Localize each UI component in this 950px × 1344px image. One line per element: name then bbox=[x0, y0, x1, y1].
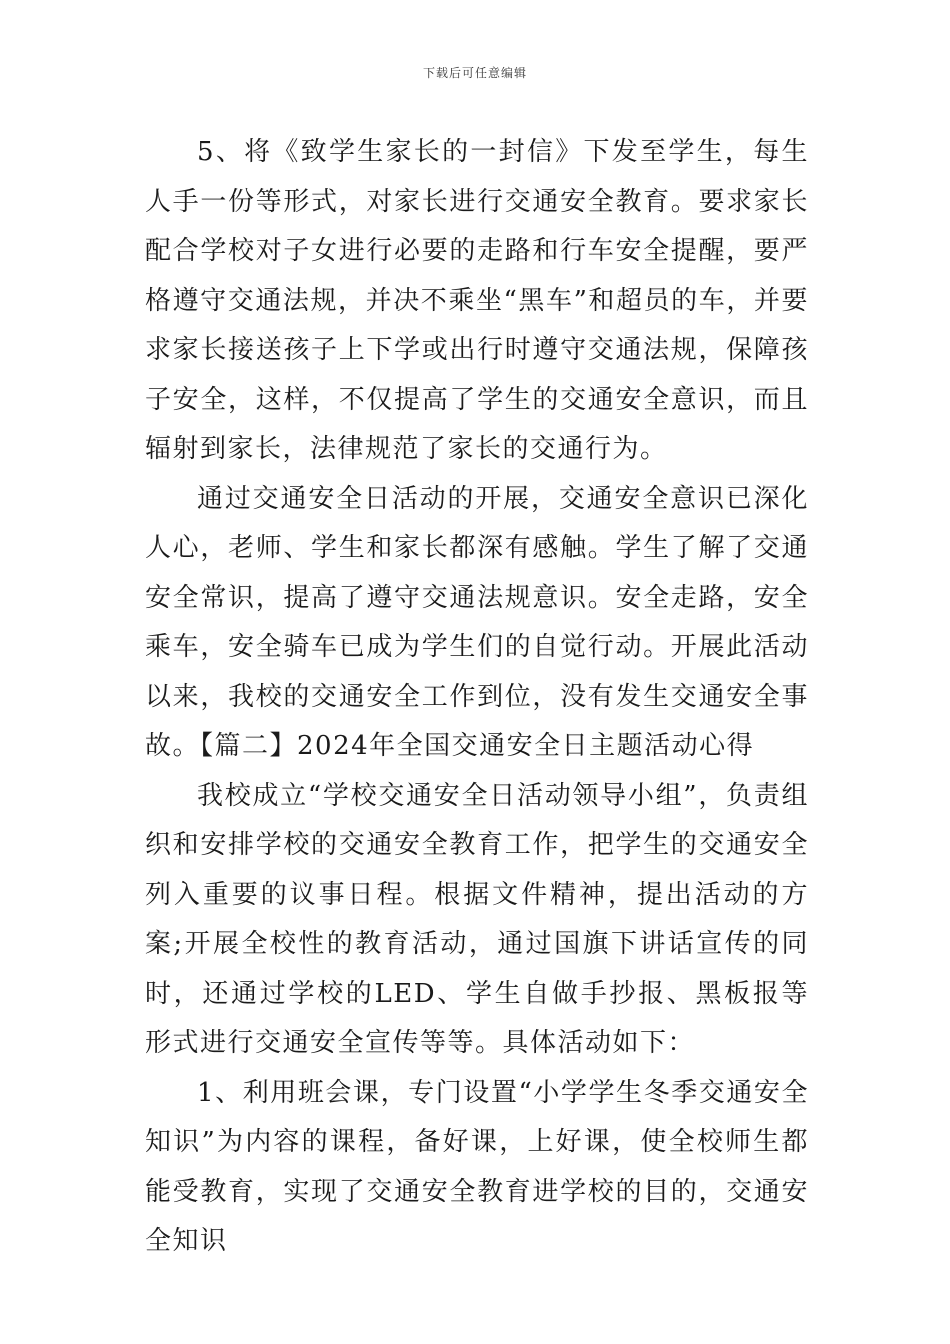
paragraph-class-meeting: 1、利用班会课，专门设置“小学学生冬季交通安全知识”为内容的课程，备好课，上好课，使全校师生都能受教育，实现了交通安全教育进学校的目的，交通安全知识 bbox=[145, 1077, 809, 1256]
paragraph-leadership-group: 我校成立“学校交通安全日活动领导小组”，负责组织和安排学校的交通安全教育工作，把学生的交通安全列入重要的议事日程。根据文件精神，提出活动的方案;开展全校性的教育活动，通过国旗下讲话宣传的同时，还通过学校的LED、学生自做手抄报、黑板报等形式进行交通安全宣传等等。具体活动如下： bbox=[145, 780, 809, 1058]
paragraph-parent-letter: 5、将《致学生家长的一封信》下发至学生，每生人手一份等形式，对家长进行交通安全教育。要求家长配合学校对子女进行必要的走路和行车安全提醒，要严格遵守交通法规，并决不乘坐“黑车”和超员的车，并要求家长接送孩子上下学或出行时遵守交通法规，保障孩子安全，这样，不仅提高了学生的交通安全意识，而且辐射到家长，法律规范了家长的交通行为。 bbox=[145, 137, 809, 464]
paragraph-activity-results: 通过交通安全日活动的开展，交通安全意识已深化人心，老师、学生和家长都深有感触。学生了解了交通安全常识，提高了遵守交通法规意识。安全走路，安全乘车，安全骑车已成为学生们的自觉行动。开展此活动以来，我校的交通安全工作到位，没有发生交通安全事故。【篇二】2024年全国交通安全日主题活动心得 bbox=[145, 483, 809, 761]
document-body bbox=[145, 128, 809, 1267]
page-header: 下载后可任意编辑 bbox=[422, 66, 527, 80]
